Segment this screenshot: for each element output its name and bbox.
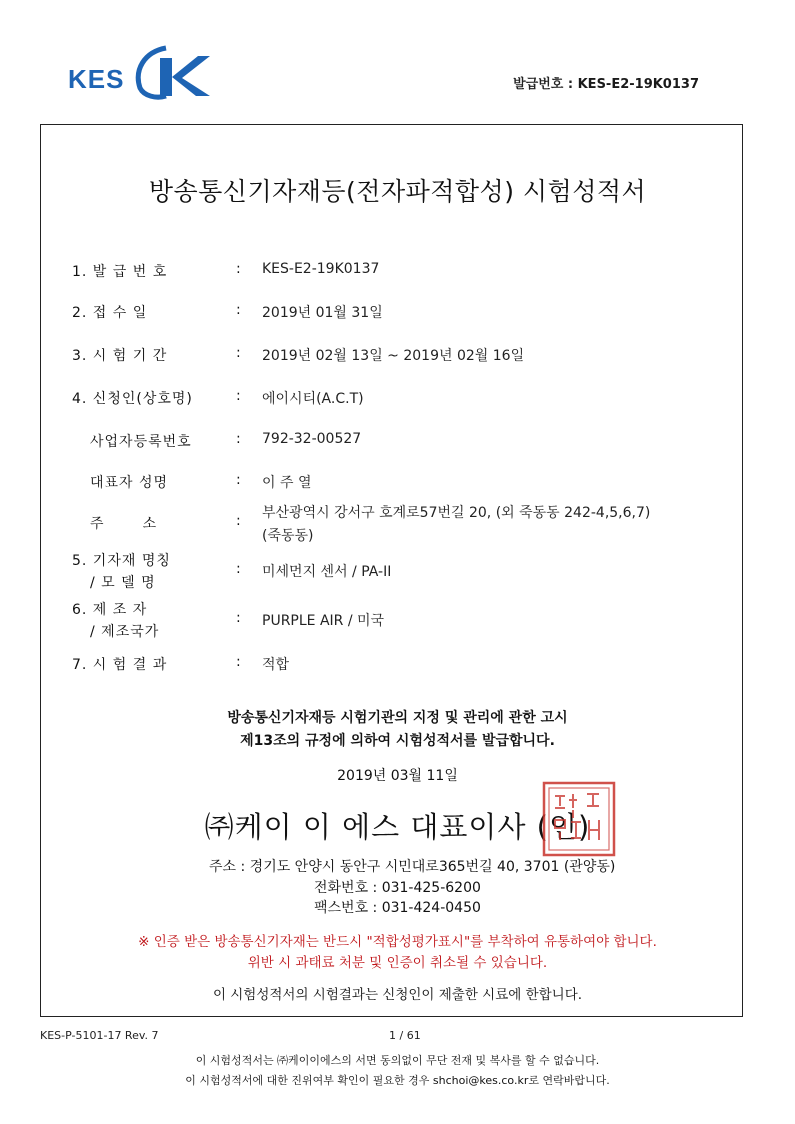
footer-copyright-line: 이 시험성적서는 ㈜케이이에스의 서면 동의없이 무단 전재 및 복사를 할 수 없습니다. xyxy=(195,1054,600,1067)
field-label-issue-number: 1. 발 급 번 호 xyxy=(72,264,168,280)
field-label-address: 주 소 xyxy=(90,516,158,532)
field-label-equipment-name: 5. 기자재 명칭 xyxy=(72,553,171,569)
field-label-model-name: / 모 델 명 xyxy=(90,575,156,591)
footer-page-number: 1 / 61 xyxy=(389,1029,421,1042)
address-fax: 팩스번호 : 031-424-0450 xyxy=(314,900,481,916)
field-value-representative: 이 주 열 xyxy=(262,475,312,491)
kes-k-mark-icon xyxy=(126,44,226,100)
field-colon: : xyxy=(236,654,241,670)
address-main: 주소 : 경기도 안양시 동안구 시민대로365번길 40, 3701 (관양동) xyxy=(209,859,616,875)
field-label-representative: 대표자 성명 xyxy=(90,475,169,491)
notice-line-1: 방송통신기자재등 시험기관의 지정 및 관리에 관한 고시 xyxy=(227,710,568,726)
field-colon: : xyxy=(236,388,241,404)
final-note: 이 시험성적서의 시험결과는 신청인이 제출한 시료에 한합니다. xyxy=(212,987,583,1003)
field-value-issue-number: KES-E2-19K0137 xyxy=(262,261,380,277)
company-signature: ㈜케이 이 에스 대표이사 (인) xyxy=(204,810,591,844)
field-value-address: 부산광역시 강서구 호계로57번길 20, (외 죽동동 242-4,5,6,7) xyxy=(262,505,651,521)
issue-date: 2019년 03월 11일 xyxy=(337,768,458,784)
field-label-manufacturer: 6. 제 조 자 xyxy=(72,602,148,618)
field-colon: : xyxy=(236,431,241,447)
notice-line-2: 제13조의 규정에 의하여 시험성적서를 발급합니다. xyxy=(240,733,555,749)
field-label-applicant: 4. 신청인(상호명) xyxy=(72,391,193,407)
field-label-country: / 제조국가 xyxy=(90,624,160,640)
field-colon: : xyxy=(236,561,241,577)
issue-number-label: 발급번호 : xyxy=(513,77,574,92)
field-colon: : xyxy=(236,345,241,361)
document-title: 방송통신기자재등(전자파적합성) 시험성적서 xyxy=(148,177,647,206)
kes-logo xyxy=(68,44,228,100)
footer-contact-line: 이 시험성적서에 대한 진위여부 확인이 필요한 경우 shchoi@kes.co.kr로 연락바랍니다. xyxy=(185,1074,610,1087)
logo-text: KES xyxy=(68,64,125,94)
issue-number-value: KES-E2-19K0137 xyxy=(577,77,699,92)
issue-number-header xyxy=(513,73,699,92)
field-label-business-reg-no: 사업자등록번호 xyxy=(90,434,192,450)
warning-line-2: 위반 시 과태료 처분 및 인증이 취소될 수 있습니다. xyxy=(247,955,548,971)
field-value-equipment: 미세먼지 센서 / PA-II xyxy=(262,564,392,580)
field-colon: : xyxy=(236,472,241,488)
field-value-address-line2: (죽동동) xyxy=(262,528,314,544)
field-value-test-period: 2019년 02월 13일 ~ 2019년 02월 16일 xyxy=(262,348,525,364)
field-value-applicant: 에이시티(A.C.T) xyxy=(262,391,364,407)
field-label-test-period: 3. 시 험 기 간 xyxy=(72,348,168,364)
field-colon: : xyxy=(236,513,241,529)
field-colon: : xyxy=(236,302,241,318)
warning-line-1: ※ 인증 받은 방송통신기자재는 반드시 "적합성평가표시"를 부착하여 유통하여야 합니다. xyxy=(138,934,657,950)
field-label-receipt-date: 2. 접 수 일 xyxy=(72,305,148,321)
field-value-manufacturer: PURPLE AIR / 미국 xyxy=(262,613,385,629)
field-value-business-reg-no: 792-32-00527 xyxy=(262,431,362,447)
field-label-test-result: 7. 시 험 결 과 xyxy=(72,657,168,673)
field-colon: : xyxy=(236,610,241,626)
field-value-receipt-date: 2019년 01월 31일 xyxy=(262,305,383,321)
field-colon: : xyxy=(236,261,241,277)
address-phone: 전화번호 : 031-425-6200 xyxy=(314,880,481,896)
field-value-test-result: 적합 xyxy=(262,657,290,673)
footer-form-number: KES-P-5101-17 Rev. 7 xyxy=(40,1029,159,1042)
company-seal-icon xyxy=(541,780,617,858)
